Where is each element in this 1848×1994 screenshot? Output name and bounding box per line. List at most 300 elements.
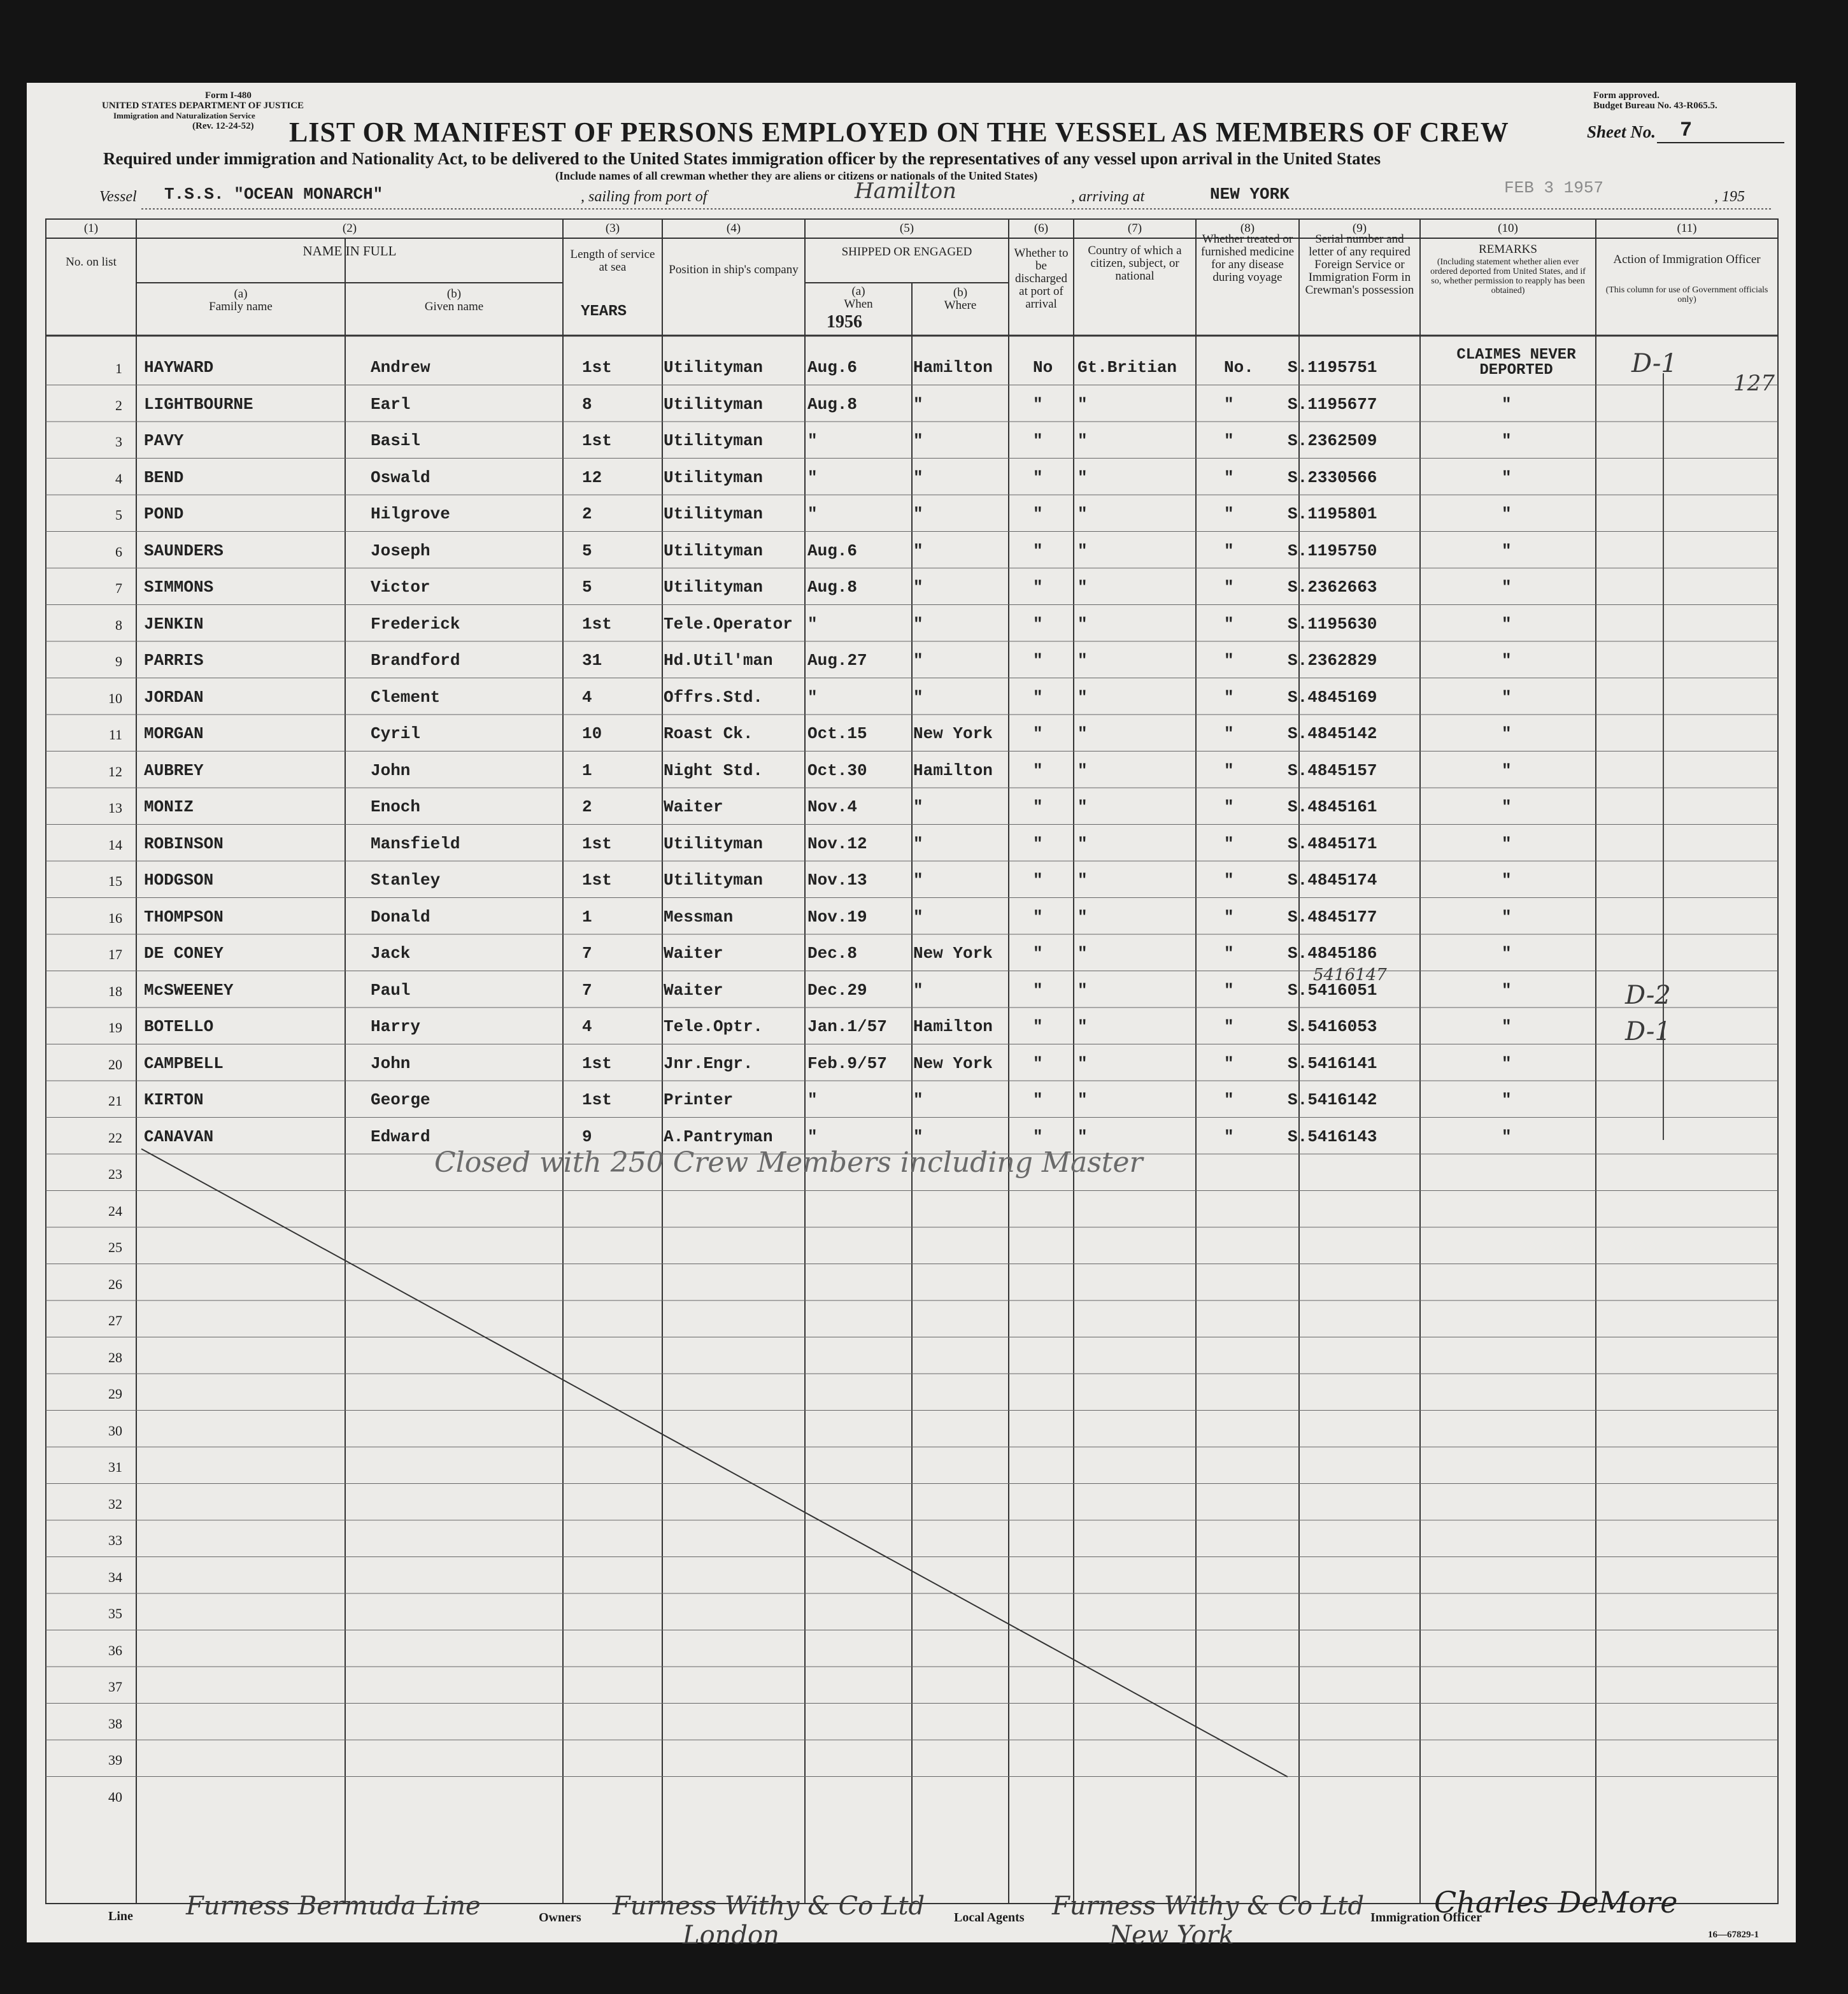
cell-where: " bbox=[913, 834, 923, 853]
col-2a-num: (a) bbox=[234, 287, 248, 301]
cell-years: 2 bbox=[582, 504, 592, 523]
cell-when: Nov.4 bbox=[807, 797, 858, 816]
cell-discharged: " bbox=[1033, 944, 1043, 963]
cell-position: Utilityman bbox=[664, 541, 764, 560]
cell-given: George bbox=[371, 1090, 430, 1109]
cell-given: Edward bbox=[371, 1127, 430, 1146]
cell-where: " bbox=[913, 651, 923, 670]
col-5a-header: When bbox=[844, 297, 873, 311]
col-11-header: Action of Immigration Officer bbox=[1613, 253, 1761, 266]
cell-medicine: " bbox=[1224, 1090, 1234, 1109]
cell-when: Aug.27 bbox=[807, 651, 867, 670]
cell-serial: S.4845157 bbox=[1288, 760, 1377, 780]
cell-remarks: " bbox=[1502, 1127, 1512, 1146]
cell-country: " bbox=[1077, 1127, 1088, 1146]
row-number: 18 bbox=[108, 983, 122, 999]
agents-value: Furness Withy & Co Ltd bbox=[1052, 1891, 1365, 1921]
cell-when: Aug.6 bbox=[807, 358, 858, 377]
cell-position: Utilityman bbox=[664, 358, 764, 377]
cell-medicine: " bbox=[1224, 760, 1234, 780]
budget-bureau: Budget Bureau No. 43-R065.5. bbox=[1593, 101, 1717, 111]
cell-family: POND bbox=[144, 504, 184, 523]
cell-given: Basil bbox=[371, 431, 421, 450]
cell-serial: S.4845161 bbox=[1288, 797, 1377, 816]
col-3-unit: YEARS bbox=[581, 303, 627, 320]
cell-serial: S.4845186 bbox=[1288, 944, 1377, 963]
row-number: 7 bbox=[115, 580, 122, 596]
cell-when: Nov.19 bbox=[807, 907, 867, 927]
cell-country: " bbox=[1077, 760, 1088, 780]
col-5b-num: (b) bbox=[953, 286, 968, 299]
cell-position: Utilityman bbox=[664, 431, 764, 450]
cell-when: Dec.8 bbox=[807, 944, 858, 963]
cell-action: D-1 bbox=[1625, 1017, 1671, 1046]
cell-when: " bbox=[807, 687, 818, 707]
cell-serial: S.2362509 bbox=[1288, 431, 1377, 450]
col-11-note: (This column for use of Government officials only) bbox=[1605, 285, 1768, 304]
cell-medicine: " bbox=[1224, 651, 1234, 670]
cell-position: Utilityman bbox=[664, 467, 764, 487]
cell-medicine: " bbox=[1224, 1017, 1234, 1036]
row-number: 10 bbox=[108, 690, 122, 706]
cell-position: Offrs.Std. bbox=[664, 687, 764, 707]
row-number: 32 bbox=[108, 1495, 122, 1512]
cell-remarks: " bbox=[1502, 614, 1512, 634]
cell-years: 1st bbox=[582, 1090, 612, 1109]
row-number: 17 bbox=[108, 946, 122, 962]
cell-when: Nov.12 bbox=[807, 834, 867, 853]
cell-discharged: " bbox=[1033, 760, 1043, 780]
cell-years: 1st bbox=[582, 614, 612, 634]
cell-family: JENKIN bbox=[144, 614, 204, 634]
cell-years: 1st bbox=[582, 834, 612, 853]
cell-where: " bbox=[913, 431, 923, 450]
vessel-label: Vessel bbox=[99, 189, 137, 205]
cell-serial: S.1195801 bbox=[1288, 504, 1377, 523]
cell-given: Jack bbox=[371, 944, 411, 963]
row-number: 27 bbox=[108, 1313, 122, 1328]
col-10-note: (Including statement whether alien ever ordered deported from United States, and if so, whether permission to reapply has been obtained) bbox=[1430, 257, 1586, 296]
form-number: Form I-480 bbox=[205, 90, 252, 101]
cell-country: " bbox=[1077, 871, 1088, 890]
cell-serial: S.2330566 bbox=[1288, 467, 1377, 487]
cell-position: Waiter bbox=[664, 980, 723, 1000]
cell-when: Aug.8 bbox=[807, 578, 858, 597]
cell-serial: S.4845174 bbox=[1288, 871, 1377, 890]
cell-years: 1st bbox=[582, 1053, 612, 1073]
row-number: 37 bbox=[108, 1679, 122, 1695]
cell-discharged: " bbox=[1033, 578, 1043, 597]
col-4-header: Position in ship's company bbox=[669, 263, 799, 276]
cell-where: New York bbox=[913, 724, 993, 743]
vessel-name: T.S.S. "OCEAN MONARCH" bbox=[164, 185, 383, 204]
cell-when: Nov.13 bbox=[807, 871, 867, 890]
cell-medicine: " bbox=[1224, 834, 1234, 853]
cell-discharged: No bbox=[1033, 358, 1053, 377]
cell-action: D-2 bbox=[1625, 980, 1671, 1010]
cell-remarks: " bbox=[1502, 980, 1512, 1000]
col-1-header: No. on list bbox=[66, 255, 117, 269]
sheet-label: Sheet No. bbox=[1587, 122, 1656, 141]
cell-serial: S.5416051 bbox=[1288, 980, 1377, 1000]
cell-family: JORDAN bbox=[144, 687, 204, 707]
cell-position: Messman bbox=[664, 907, 734, 927]
cell-discharged: " bbox=[1033, 1127, 1043, 1146]
cell-years: 9 bbox=[582, 1127, 592, 1146]
cell-family: SIMMONS bbox=[144, 578, 214, 597]
cell-when: Dec.29 bbox=[807, 980, 867, 1000]
cell-given: Donald bbox=[371, 907, 430, 927]
row-number: 11 bbox=[108, 727, 122, 743]
agents-city: New York bbox=[1109, 1921, 1234, 1950]
cell-country: " bbox=[1077, 394, 1088, 414]
cell-country: " bbox=[1077, 431, 1088, 450]
cell-when: Oct.30 bbox=[807, 760, 867, 780]
cell-position: Waiter bbox=[664, 944, 723, 963]
cell-family: PAVY bbox=[144, 431, 184, 450]
cell-position: A.Pantryman bbox=[664, 1127, 773, 1146]
cell-where: " bbox=[913, 394, 923, 414]
cell-years: 5 bbox=[582, 541, 592, 560]
cell-when: Aug.8 bbox=[807, 394, 858, 414]
cell-discharged: " bbox=[1033, 394, 1043, 414]
form-approved: Form approved. bbox=[1593, 90, 1660, 101]
col-3-num: (3) bbox=[605, 222, 620, 235]
cell-years: 4 bbox=[582, 687, 592, 707]
cell-family: DE CONEY bbox=[144, 944, 224, 963]
col-5-header: SHIPPED OR ENGAGED bbox=[841, 245, 972, 259]
cell-country: " bbox=[1077, 578, 1088, 597]
cell-remarks: " bbox=[1502, 467, 1512, 487]
officer-signature: Charles DeMore bbox=[1434, 1885, 1678, 1919]
col-3-header: Length of service at sea bbox=[570, 248, 655, 274]
cell-when: " bbox=[807, 1127, 818, 1146]
row-number: 25 bbox=[108, 1239, 122, 1255]
cell-where: " bbox=[913, 907, 923, 927]
cancel-diagonal-line bbox=[141, 1149, 1288, 1777]
cell-family: CANAVAN bbox=[144, 1127, 214, 1146]
arriving-port: NEW YORK bbox=[1210, 185, 1290, 204]
cell-when: Feb.9/57 bbox=[807, 1053, 887, 1073]
cell-position: Utilityman bbox=[664, 504, 764, 523]
cell-medicine: " bbox=[1224, 980, 1234, 1000]
cell-given: Joseph bbox=[371, 541, 430, 560]
date-stamp: FEB 3 1957 bbox=[1504, 178, 1604, 197]
cell-serial: S.4845142 bbox=[1288, 724, 1377, 743]
row-number: 3 bbox=[115, 434, 122, 450]
cell-serial: S.5416141 bbox=[1288, 1053, 1377, 1073]
cell-family: CAMPBELL bbox=[144, 1053, 224, 1073]
row-number: 38 bbox=[108, 1715, 122, 1732]
cell-discharged: " bbox=[1033, 1053, 1043, 1073]
cell-where: Hamilton bbox=[913, 358, 993, 377]
cell-when: " bbox=[807, 467, 818, 487]
cell-discharged: " bbox=[1033, 980, 1043, 1000]
cell-discharged: " bbox=[1033, 724, 1043, 743]
cell-country: Gt.Britian bbox=[1077, 358, 1177, 377]
col-6-header: Whether to be discharged at port of arrival bbox=[1014, 246, 1069, 311]
cell-years: 10 bbox=[582, 724, 602, 743]
owners-value: Furness Withy & Co Ltd bbox=[613, 1891, 925, 1921]
cell-where: " bbox=[913, 614, 923, 634]
cell-remarks: " bbox=[1502, 541, 1512, 560]
cell-serial: S.2362829 bbox=[1288, 651, 1377, 670]
cell-given: Frederick bbox=[371, 614, 460, 634]
cell-family: HODGSON bbox=[144, 871, 214, 890]
cell-serial: S.1195751 bbox=[1288, 358, 1377, 377]
cell-given: Mansfield bbox=[371, 834, 460, 853]
department-line: UNITED STATES DEPARTMENT OF JUSTICE bbox=[102, 101, 304, 111]
cell-given: Stanley bbox=[371, 871, 441, 890]
cell-medicine: " bbox=[1224, 724, 1234, 743]
cell-when: Jan.1/57 bbox=[807, 1017, 887, 1036]
cell-country: " bbox=[1077, 504, 1088, 523]
cell-serial: S.5416053 bbox=[1288, 1017, 1377, 1036]
sailing-port: Hamilton bbox=[855, 178, 956, 204]
cell-medicine: " bbox=[1224, 467, 1234, 487]
row-number: 36 bbox=[108, 1642, 122, 1658]
cell-years: 1st bbox=[582, 871, 612, 890]
cell-medicine: " bbox=[1224, 578, 1234, 597]
cell-family: AUBREY bbox=[144, 760, 204, 780]
row-number: 35 bbox=[108, 1606, 122, 1621]
cell-medicine: " bbox=[1224, 394, 1234, 414]
year-suffix: , 195 bbox=[1714, 189, 1745, 205]
row-number: 5 bbox=[115, 507, 122, 523]
cell-country: " bbox=[1077, 797, 1088, 816]
row-number: 9 bbox=[115, 653, 122, 669]
cell-family: SAUNDERS bbox=[144, 541, 224, 560]
col-8-header: Whether treated or furnished medicine for any disease during voyage bbox=[1200, 232, 1295, 284]
cell-given: Brandford bbox=[371, 651, 460, 670]
row-number: 22 bbox=[108, 1129, 122, 1146]
cell-discharged: " bbox=[1033, 1017, 1043, 1036]
page-title: LIST OR MANIFEST OF PERSONS EMPLOYED ON THE VESSEL AS MEMBERS OF CREW bbox=[289, 117, 1509, 148]
officer-label: Immigration Officer bbox=[1370, 1911, 1482, 1925]
cell-family: LIGHTBOURNE bbox=[144, 394, 253, 414]
cell-discharged: " bbox=[1033, 614, 1043, 634]
col-8-num: (8) bbox=[1240, 222, 1255, 235]
col-10-num: (10) bbox=[1498, 222, 1518, 235]
col-5a-num: (a) bbox=[851, 285, 865, 298]
cell-family: MORGAN bbox=[144, 724, 204, 743]
revision: (Rev. 12-24-52) bbox=[192, 121, 254, 131]
cell-years: 4 bbox=[582, 1017, 592, 1036]
cell-country: " bbox=[1077, 687, 1088, 707]
cell-where: " bbox=[913, 541, 923, 560]
cell-discharged: " bbox=[1033, 467, 1043, 487]
row-number: 23 bbox=[108, 1166, 122, 1182]
col-10-header: REMARKS bbox=[1479, 243, 1537, 256]
row-number: 24 bbox=[108, 1202, 122, 1219]
col-9-header: Serial number and letter of any required Foreign Service or Immigration Form in Crewman's possession bbox=[1305, 232, 1414, 297]
sheet-number: 7 bbox=[1680, 118, 1693, 142]
line-value: Furness Bermuda Line bbox=[186, 1891, 481, 1921]
line-label: Line bbox=[108, 1909, 133, 1923]
cell-medicine: " bbox=[1224, 541, 1234, 560]
col-7-num: (7) bbox=[1127, 222, 1142, 235]
row-number: 30 bbox=[108, 1422, 122, 1439]
cell-where: " bbox=[913, 980, 923, 1000]
cell-serial: S.1195630 bbox=[1288, 614, 1377, 634]
cell-where: " bbox=[913, 1127, 923, 1146]
cell-family: HAYWARD bbox=[144, 358, 214, 377]
cell-remarks: " bbox=[1502, 1053, 1512, 1073]
cell-given: John bbox=[371, 1053, 411, 1073]
service-line: Immigration and Naturalization Service bbox=[113, 111, 255, 120]
cell-country: " bbox=[1077, 467, 1088, 487]
cell-serial: S.2362663 bbox=[1288, 578, 1377, 597]
cell-medicine: " bbox=[1224, 944, 1234, 963]
cell-medicine: No. bbox=[1224, 358, 1254, 377]
cell-discharged: " bbox=[1033, 431, 1043, 450]
cell-remarks: " bbox=[1502, 1017, 1512, 1036]
cell-remarks: " bbox=[1502, 687, 1512, 707]
cell-years: 5 bbox=[582, 578, 592, 597]
cell-serial: S.1195750 bbox=[1288, 541, 1377, 560]
cell-given: Enoch bbox=[371, 797, 421, 816]
cell-position: Waiter bbox=[664, 797, 723, 816]
cell-discharged: " bbox=[1033, 797, 1043, 816]
row-number: 8 bbox=[115, 616, 122, 633]
row-number: 15 bbox=[108, 873, 122, 889]
cell-when: Aug.6 bbox=[807, 541, 858, 560]
cell-given: John bbox=[371, 760, 411, 780]
cell-where: " bbox=[913, 1090, 923, 1109]
row-number: 34 bbox=[108, 1569, 122, 1585]
col-5b-header: Where bbox=[944, 299, 977, 312]
cell-family: THOMPSON bbox=[144, 907, 224, 927]
cell-position: Tele.Operator bbox=[664, 614, 793, 634]
cell-serial: S.4845169 bbox=[1288, 687, 1377, 707]
cell-remarks: CLAIMES NEVER DEPORTED bbox=[1456, 346, 1576, 379]
cell-medicine: " bbox=[1224, 907, 1234, 927]
cell-family: MONIZ bbox=[144, 797, 194, 816]
cell-discharged: " bbox=[1033, 871, 1043, 890]
subtitle: Required under immigration and Nationality Act, to be delivered to the United States immigration officer by the representatives of any vessel upon arrival in the United States bbox=[103, 149, 1381, 168]
row-number: 13 bbox=[108, 800, 122, 816]
cell-country: " bbox=[1077, 1053, 1088, 1073]
cell-given: Clement bbox=[371, 687, 441, 707]
cell-years: 31 bbox=[582, 651, 602, 670]
cell-medicine: " bbox=[1224, 1053, 1234, 1073]
serial-correction: 5416147 bbox=[1313, 965, 1387, 985]
cell-medicine: " bbox=[1224, 687, 1234, 707]
cell-discharged: " bbox=[1033, 834, 1043, 853]
row-number: 21 bbox=[108, 1093, 122, 1109]
cell-position: Utilityman bbox=[664, 394, 764, 414]
cell-country: " bbox=[1077, 1017, 1088, 1036]
cell-country: " bbox=[1077, 834, 1088, 853]
cell-position: Printer bbox=[664, 1090, 734, 1109]
cell-remarks: " bbox=[1502, 944, 1512, 963]
cell-action: D-1 bbox=[1631, 349, 1677, 378]
cell-country: " bbox=[1077, 541, 1088, 560]
cell-years: 1 bbox=[582, 760, 592, 780]
cell-years: 1 bbox=[582, 907, 592, 927]
agents-label: Local Agents bbox=[954, 1911, 1025, 1925]
cell-family: BEND bbox=[144, 467, 184, 487]
cell-when: " bbox=[807, 431, 818, 450]
cell-discharged: " bbox=[1033, 907, 1043, 927]
col-1-num: (1) bbox=[83, 222, 99, 235]
cell-where: " bbox=[913, 578, 923, 597]
manifest-sheet bbox=[27, 83, 1796, 1950]
cell-medicine: " bbox=[1224, 504, 1234, 523]
cell-country: " bbox=[1077, 614, 1088, 634]
cell-country: " bbox=[1077, 907, 1088, 927]
cell-country: " bbox=[1077, 980, 1088, 1000]
cell-serial: S.5416143 bbox=[1288, 1127, 1377, 1146]
cell-where: New York bbox=[913, 944, 993, 963]
cell-position: Tele.Optr. bbox=[664, 1017, 764, 1036]
cell-remarks: " bbox=[1502, 504, 1512, 523]
cell-family: KIRTON bbox=[144, 1090, 204, 1109]
row-number: 33 bbox=[108, 1532, 122, 1548]
row-number: 40 bbox=[108, 1788, 122, 1805]
cell-remarks: " bbox=[1502, 907, 1512, 927]
cell-where: " bbox=[913, 687, 923, 707]
cell-given: Paul bbox=[371, 980, 411, 1000]
cell-discharged: " bbox=[1033, 687, 1043, 707]
cell-position: Utilityman bbox=[664, 871, 764, 890]
cell-remarks: " bbox=[1502, 394, 1512, 414]
cell-remarks: " bbox=[1502, 871, 1512, 890]
cell-when: Oct.15 bbox=[807, 724, 867, 743]
cell-remarks: " bbox=[1502, 651, 1512, 670]
col-5-num: (5) bbox=[899, 222, 914, 235]
row-number: 1 bbox=[115, 360, 122, 376]
row-number: 20 bbox=[108, 1056, 122, 1072]
cell-years: 7 bbox=[582, 980, 592, 1000]
cell-when: " bbox=[807, 614, 818, 634]
print-code: 16—67829-1 bbox=[1708, 1930, 1759, 1940]
cell-remarks: " bbox=[1502, 724, 1512, 743]
cell-remarks: " bbox=[1502, 834, 1512, 853]
cell-medicine: " bbox=[1224, 431, 1234, 450]
cell-years: 2 bbox=[582, 797, 592, 816]
cell-serial: S.4845171 bbox=[1288, 834, 1377, 853]
cell-given: Earl bbox=[371, 394, 411, 414]
cell-where: Hamilton bbox=[913, 760, 993, 780]
row-number: 6 bbox=[115, 543, 122, 560]
cell-given: Cyril bbox=[371, 724, 421, 743]
col-7-header: Country of which a citizen, subject, or national bbox=[1088, 244, 1182, 283]
col-2-num: (2) bbox=[342, 222, 357, 235]
cell-country: " bbox=[1077, 1090, 1088, 1109]
cell-family: PARRIS bbox=[144, 651, 204, 670]
sailing-label: , sailing from port of bbox=[581, 189, 707, 205]
cell-discharged: " bbox=[1033, 1090, 1043, 1109]
cell-position: Night Std. bbox=[664, 760, 764, 780]
cell-position: Hd.Util'man bbox=[664, 651, 773, 670]
row-number: 39 bbox=[108, 1752, 122, 1768]
cell-where: " bbox=[913, 871, 923, 890]
cell-given: Harry bbox=[371, 1017, 421, 1036]
cell-years: 1st bbox=[582, 358, 612, 377]
cell-discharged: " bbox=[1033, 504, 1043, 523]
cell-position: Jnr.Engr. bbox=[664, 1053, 753, 1073]
row-number: 16 bbox=[108, 909, 122, 926]
cell-action: 127 bbox=[1733, 370, 1775, 396]
cell-when: " bbox=[807, 504, 818, 523]
row-number: 26 bbox=[108, 1276, 122, 1292]
cell-remarks: " bbox=[1502, 797, 1512, 816]
cell-position: Utilityman bbox=[664, 834, 764, 853]
row-number: 31 bbox=[108, 1459, 122, 1475]
col-2a-header: Family name bbox=[209, 300, 273, 313]
cell-where: " bbox=[913, 504, 923, 523]
